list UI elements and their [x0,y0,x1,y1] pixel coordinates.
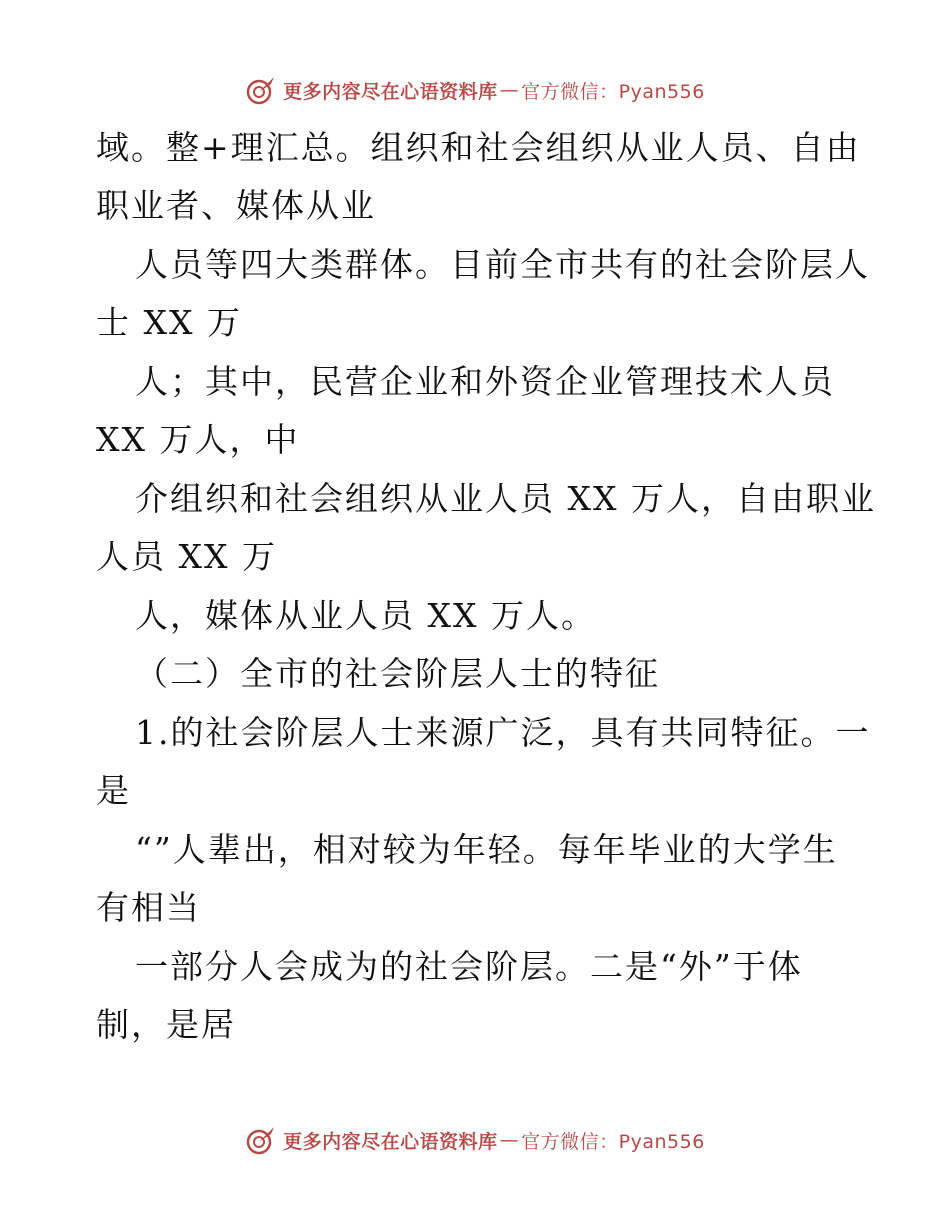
watermark-dash: — [499,1129,520,1151]
text-line: 介组织和社会组织从业人员 XX 万人，自由职业 [135,479,876,518]
watermark-brand: 更多内容尽在心语资料库 [283,80,498,103]
text-line: XX 万人，中 [96,420,300,459]
text-line: 是 [96,771,131,810]
text-line: 人员等四大类群体。目前全市共有的社会阶层人 [135,245,870,284]
footer-watermark [0,1122,950,1158]
text-line: “”人辈出，相对较为年轻。每年毕业的大学生 [135,830,838,869]
text-line: 士 XX 万 [96,303,242,342]
watermark-wechat: 官方微信：Pyan556 [521,80,705,103]
text-line: 人；其中，民营企业和外资企业管理技术人员 [135,362,835,401]
text-line: 一部分人会成为的社会阶层。二是“外”于体 [135,947,803,986]
text-line: 有相当 [96,888,201,927]
text-line: 制，是居 [96,1005,236,1044]
text-line: 人，媒体从业人员 XX 万人。 [135,596,596,635]
text-line: 人员 XX 万 [96,537,277,576]
section-heading: （二）全市的社会阶层人士的特征 [135,654,660,693]
text-line: 1.的社会阶层人士来源广泛，具有共同特征。一 [135,713,871,752]
watermark-wechat: 官方微信：Pyan556 [521,1130,705,1153]
text-line: 职业者、媒体从业 [96,186,376,225]
watermark-brand: 更多内容尽在心语资料库 [283,1130,498,1153]
quill-logo-icon [245,1124,277,1156]
watermark-dash: — [499,79,520,101]
text-line: 域。整+理汇总。组织和社会组织从业人员、自由 [96,128,861,167]
